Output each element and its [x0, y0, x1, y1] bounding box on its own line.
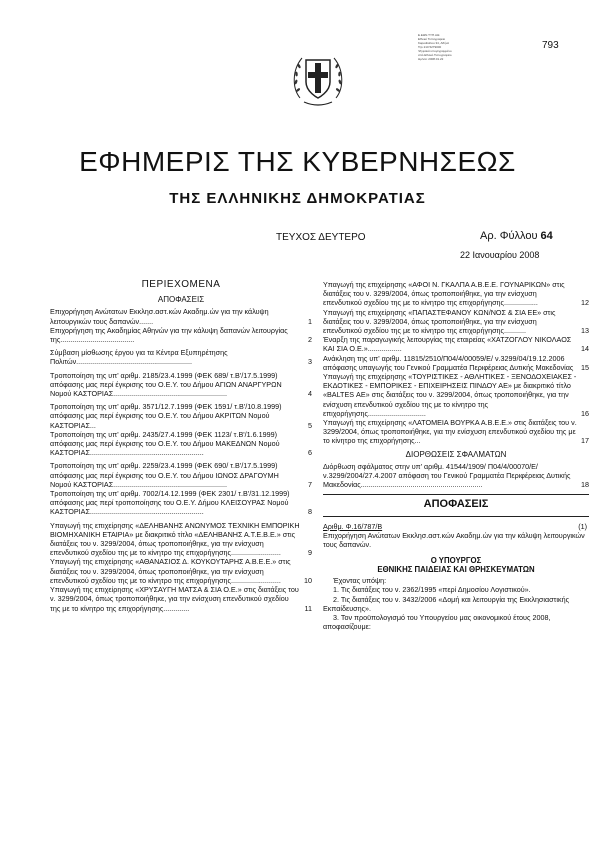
toc-entry[interactable]: Υπαγωγή της επιχείρησης «ΤΟΥΡΙΣΤΙΚΕΣ - ΑΘΛΗΤΙΚΕΣ - ΞΕΝΟΔΟΧΕΙΑΚΕΣ - ΕΚΔΟΤΙΚΕΣ - ΕΜΠΟΡΙΚΕΣ - ΕΠΙΧΕΙΡΗΣΕΙΣ ΠΙΝΔΟΥ ΑΕ» με διακριτικό τίτλο «BALTES ΑΕ» στις διατάξεις του ν. 3299/2004, όπως τροποποιήθηκε, για την ενίσχυση επενδυτικού σχεδίου της με το κίνητρο της επιχορήγησης............................. 16	[323, 372, 589, 418]
issue-label: ΤΕΥΧΟΣ ΔΕΥΤΕΡΟ	[276, 232, 366, 243]
toc-entry[interactable]: Τροποποίηση της υπ' αριθμ. 2259/23.4.1999 (ΦΕΚ 690/ τ.Β'/17.5.1999) απόφασης μας περί έγκρισης του Ο.Ε.Υ. του Δήμου ΙΩΝΟΣ ΔΡΑΓΟΥΜΗ Νομού ΚΑΣΤΟΡΙΑΣ......................................................... 7	[50, 461, 312, 489]
toc-entry[interactable]: Έναρξη της παραγωγικής λειτουργίας της εταιρείας «ΧΑΤΖΟΓΛΟΥ ΝΙΚΟΛΑΟΣ ΚΑΙ ΣΙΑ Ο.Ε.»................. 14	[323, 335, 589, 354]
minister-heading: Ο ΥΠΟΥΡΓΟΣ ΕΘΝΙΚΗΣ ΠΑΙΔΕΙΑΣ ΚΑΙ ΘΡΗΣΚΕΥΜΑΤΩΝ	[377, 556, 535, 575]
toc-entry[interactable]: Υπαγωγή της επιχείρησης «ΛΑΤΟΜΕΙΑ ΒΟΥΡΚΑ Α.Β.Ε.Ε.» στις διατάξεις του ν. 3299/2004, όπως τροποποιήθηκε, για την ενίσχυση επενδυτικού σχεδίου της με το κίνητρο της επιχορήγησης... 17	[323, 418, 589, 446]
decision-index: (1)	[578, 521, 587, 531]
toc-entry[interactable]: Σύμβαση μίσθωσης έργου για τα Κέντρα Εξυπηρέτησης Πολιτών.......................................................... 3	[50, 348, 312, 367]
page-number: 793	[542, 40, 559, 51]
greek-coat-of-arms-icon	[290, 48, 346, 108]
decision-subject: Επιχορήγηση Ανώτατων Εκκλησ.αστ.κών Ακαδημ.ών για την κάλυψη λειτουργικών τους δαπανών.	[323, 530, 585, 550]
paragraph: 1. Τις διατάξεις του ν. 2362/1995 «περί Δημοσίου Λογιστικού».	[333, 585, 531, 595]
paragraph: 2. Τις διατάξεις του ν. 3432/2006 «Δομή και λειτουργία της Εκκλησιαστικής Εκπαίδευσης».	[323, 594, 570, 613]
gazette-subtitle: ΤΗΣ ΕΛΛΗΝΙΚΗΣ ΔΗΜΟΚΡΑΤΙΑΣ	[169, 190, 426, 207]
divider	[323, 516, 589, 517]
toc-entry[interactable]: Τροποποίηση της υπ' αριθμ. 2185/23.4.1999 (ΦΕΚ 689/ τ.Β'/17.5.1999) απόφασης μας περί έγκρισης του Ο.Ε.Υ. του Δήμου ΑΓΙΩΝ ΑΝΑΡΓΥΡΩΝ Νομού ΚΑΣΤΟΡΙΑΣ......................................................... 4	[50, 370, 312, 399]
divider	[323, 494, 589, 495]
sheet-number-value: 64	[540, 230, 553, 242]
toc-entry[interactable]: Επιχορήγηση της Ακαδημίας Αθηνών για την κάλυψη δαπανών λειτουργίας της..................................... 2	[50, 325, 312, 345]
issue-date: 22 Ιανουαρίου 2008	[460, 250, 540, 260]
toc-entry[interactable]: Τροποποίηση της υπ' αριθμ. 3571/12.7.1999 (ΦΕΚ 1591/ τ.Β'/10.8.1999) απόφασης μας περί έγκρισης του Ο.Ε.Υ. του Δήμου ΑΚΡΙΤΩΝ Νομού ΚΑΣΤΟΡΙΑΣ... 5	[50, 402, 312, 430]
contents-left-column	[50, 280, 312, 613]
body-decisions-heading: ΑΠΟΦΑΣΕΙΣ	[423, 498, 489, 511]
decision-ref-number: Αριθμ. Φ.16/787/Β	[323, 521, 383, 531]
toc-entry[interactable]: Διόρθωση σφάλματος στην υπ' αριθμ. 41544/1909/ Π04/4/00070/Ε/ν.3299/2004/27.4.2007 απόφαση του Γενικού Γραμματέα Περιφέρειας Δυτικής Μακεδονίας............................................................. 18	[323, 461, 589, 490]
toc-entry[interactable]: Τροποποίηση της υπ' αριθμ. 2435/27.4.1999 (ΦΕΚ 1123/ τ.Β'/1.6.1999) απόφασης μας περί έγκρισης του Ο.Ε.Υ. του Δήμου ΜΑΚΕΔΝΩΝ Νομού ΚΑΣΤΟΡΙΑΣ......................................................... 6	[50, 429, 312, 458]
gazette-title: ΕΦΗΜΕΡΙΣ ΤΗΣ ΚΥΒΕΡΝΗΣΕΩΣ	[79, 146, 516, 177]
toc-entry[interactable]: Τροποποίηση της υπ' αριθμ. 7002/14.12.1999 (ΦΕΚ 2301/ τ.Β'/31.12.1999) απόφασης μας περί τροποποίησης του Ο.Ε.Υ. Δήμου ΚΛΕΙΣΟΥΡΑΣ Νομού ΚΑΣΤΟΡΙΑΣ......................................................... 8	[50, 489, 312, 517]
toc-entry[interactable]: Επιχορήγηση Ανώτατων Εκκλησ.αστ.κών Ακαδημ.ών για την κάλυψη λειτουργικών τους δαπανών....... 1	[50, 307, 312, 326]
toc-entry[interactable]: Υπαγωγή της επιχείρησης «ΧΡΥΣΑΥΓΗ ΜΑΤΣΑ & ΣΙΑ Ο.Ε.» στις διατάξεις του ν. 3299/2004, όπως τροποποιήθηκε, για την ενίσχυση επενδυτικού σχεδίου της με το κίνητρο της επιχορήγησης............. 11	[50, 585, 312, 613]
having-regard: Έχοντας υπόψη:	[333, 576, 387, 586]
contents-heading: ΠΕΡΙΕΧΟΜΕΝΑ	[141, 279, 221, 290]
toc-entry[interactable]: Υπαγωγή της επιχείρησης «ΑΦΟΙ Ν. ΓΚΑΛΠΑ Α.Β.Ε.Ε. ΓΟΥΝΑΡΙΚΩΝ» στις διατάξεις του ν. 3299/2004, όπως τροποποιήθηκε, για την ενίσχυση επενδυτικού σχεδίου της με το κίνητρο της επιχορήγησης................. 12	[323, 280, 589, 308]
sheet-label: Αρ. Φύλλου	[480, 230, 538, 242]
toc-entry[interactable]: Ανάκληση της υπ' αριθμ. 11815/2510/Π04/4/00059/Ε/ ν.3299/04/19.12.2006 απόφασης υπαγωγής του Γενικού Γραμματέα Περιφέρειας Δυτικής Μακεδονίας 15	[323, 353, 589, 372]
errata-heading: ΔΙΟΡΘΩΣΕΙΣ ΣΦΑΛΜΑΤΩΝ	[405, 449, 507, 459]
toc-entry[interactable]: Υπαγωγή της επιχείρησης «ΠΑΠΑΣΤΕΦΑΝΟΥ ΚΩΝ/ΝΟΣ & ΣΙΑ ΕΕ» στις διατάξεις του ν. 3299/2004, όπως τροποποιήθηκε, για την ενίσχυση επενδυτικού σχεδίου της με το κίνητρο της επιχορήγησης........... 13	[323, 307, 589, 336]
paragraph: 3. Τον προϋπολογισμό του Υπουργείου μας οικονομικού έτους 2008, αποφασίζουμε:	[323, 613, 551, 632]
sheet-number	[480, 230, 553, 242]
contents-right-column	[323, 280, 589, 632]
decision-reference	[323, 522, 589, 531]
digital-signature-stamp: Ε.ΕΘΝ.ΤΥΠ.ΑΘ. Εθνικό Τυπογραφείο Kapodistriou 34, Αθήνα Τηλ 210 5279000 Ψηφιακά υπογεγραμμένο από Εθνικό Τυπογραφείο Ημ/νία: 2008.01.22	[418, 33, 452, 61]
toc-entry[interactable]: Υπαγωγή της επιχείρησης «ΑΘΑΝΑΣΙΟΣ Δ. ΚΟΥΚΟΥΤΑΡΗΣ Α.Β.Ε.Ε.» στις διατάξεις του ν. 3299/2004, όπως τροποποιήθηκε, για την ενίσχυση επενδυτικού σχεδίου της με το κίνητρο της επιχορήγησης......................... 10	[50, 557, 312, 585]
toc-entry[interactable]: Υπαγωγή της επιχείρησης «ΔΕΛΗΒΑΝΗΣ ΑΝΩΝΥΜΟΣ ΤΕΧΝΙΚΗ ΕΜΠΟΡΙΚΗ ΒΙΟΜΗΧΑΝΙΚΗ ΕΤΑΙΡΙΑ» με διακριτικό τίτλο «ΔΕΛΗΒΑΝΗΣ Α.Τ.Ε.Β.Ε.» στις διατάξεις του ν. 3299/2004, όπως τροποποιήθηκε, για την ενίσχυση επενδυτικού σχεδίου της με το κίνητρο της επιχορήγησης......................... 9	[50, 520, 312, 558]
decisions-subheading: ΑΠΟΦΑΣΕΙΣ	[157, 295, 205, 305]
